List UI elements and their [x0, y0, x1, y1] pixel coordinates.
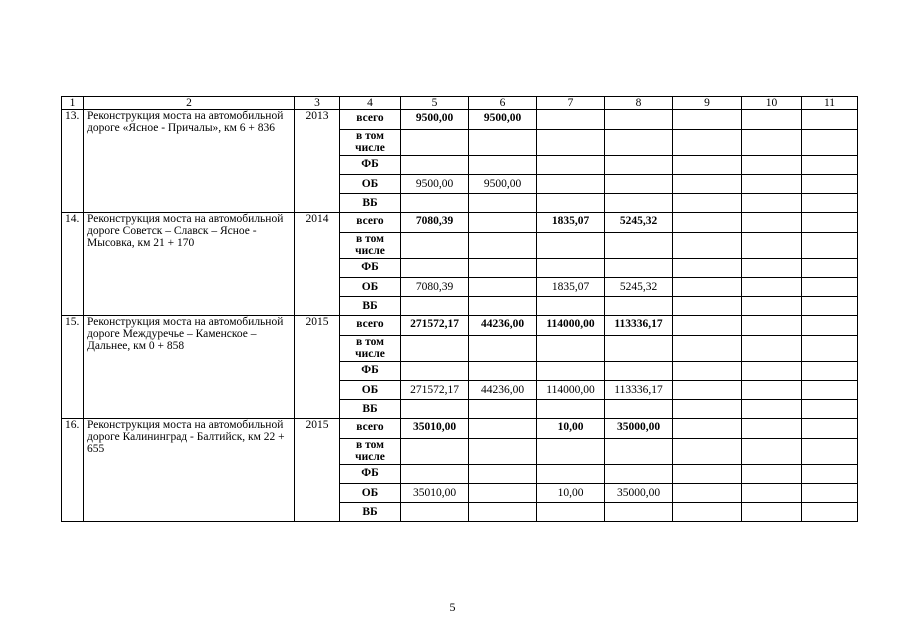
empty-cell-col10 [742, 233, 802, 259]
empty-cell-col9 [673, 213, 742, 233]
value-cell-col8 [605, 233, 673, 259]
value-cell-col7 [537, 130, 605, 156]
budget-table [61, 96, 858, 522]
row-number: 15. [62, 316, 84, 419]
value-cell-col8 [605, 439, 673, 465]
empty-cell-col9 [673, 194, 742, 213]
column-header: 4 [340, 97, 401, 110]
funding-source-label: всего [340, 419, 401, 439]
column-header: 9 [673, 97, 742, 110]
value-cell-col8 [605, 362, 673, 381]
empty-cell-col10 [742, 316, 802, 336]
column-header: 6 [469, 97, 537, 110]
object-name: Реконструкция моста на автомобильной дороге Советск – Славск – Ясное - Мысовка, км 21 + 170 [84, 213, 295, 316]
empty-cell-col9 [673, 419, 742, 439]
value-cell-col7 [537, 259, 605, 278]
value-cell-col7 [537, 439, 605, 465]
empty-cell-col9 [673, 465, 742, 484]
value-cell-col8 [605, 336, 673, 362]
empty-cell-col10 [742, 484, 802, 503]
funding-source-label: ОБ [340, 175, 401, 194]
empty-cell-col11 [802, 503, 858, 522]
value-cell-col8 [605, 259, 673, 278]
funding-source-label: ВБ [340, 194, 401, 213]
empty-cell-col11 [802, 439, 858, 465]
empty-cell-col11 [802, 278, 858, 297]
value-cell-col5: 9500,00 [401, 110, 469, 130]
value-cell-col5 [401, 439, 469, 465]
table-row-total-line [62, 419, 858, 439]
value-cell-col6 [469, 419, 537, 439]
empty-cell-col9 [673, 278, 742, 297]
value-cell-col6 [469, 484, 537, 503]
empty-cell-col10 [742, 130, 802, 156]
object-year: 2014 [295, 213, 340, 316]
empty-cell-col9 [673, 110, 742, 130]
value-cell-col7: 1835,07 [537, 213, 605, 233]
empty-cell-col11 [802, 484, 858, 503]
object-year: 2015 [295, 419, 340, 522]
row-number: 13. [62, 110, 84, 213]
funding-source-label: ВБ [340, 297, 401, 316]
value-cell-col6 [469, 297, 537, 316]
table-row-total-line [62, 316, 858, 336]
value-cell-col8 [605, 110, 673, 130]
empty-cell-col10 [742, 400, 802, 419]
value-cell-col6: 44236,00 [469, 316, 537, 336]
empty-cell-col11 [802, 297, 858, 316]
empty-cell-col11 [802, 381, 858, 400]
value-cell-col6 [469, 336, 537, 362]
funding-source-label: в том числе [340, 130, 401, 156]
value-cell-col7 [537, 175, 605, 194]
value-cell-col5: 35010,00 [401, 484, 469, 503]
empty-cell-col11 [802, 419, 858, 439]
empty-cell-col10 [742, 439, 802, 465]
value-cell-col5 [401, 400, 469, 419]
value-cell-col5 [401, 259, 469, 278]
value-cell-col5: 271572,17 [401, 316, 469, 336]
column-header: 8 [605, 97, 673, 110]
funding-source-label: ОБ [340, 484, 401, 503]
empty-cell-col9 [673, 316, 742, 336]
page-number: 5 [449, 600, 456, 614]
value-cell-col8: 5245,32 [605, 278, 673, 297]
funding-source-label: в том числе [340, 439, 401, 465]
funding-source-label: всего [340, 316, 401, 336]
value-cell-col7 [537, 194, 605, 213]
value-cell-col5: 7080,39 [401, 278, 469, 297]
value-cell-col8: 35000,00 [605, 484, 673, 503]
empty-cell-col10 [742, 297, 802, 316]
empty-cell-col10 [742, 156, 802, 175]
funding-source-label: ОБ [340, 381, 401, 400]
value-cell-col6 [469, 259, 537, 278]
value-cell-col6 [469, 194, 537, 213]
value-cell-col6 [469, 400, 537, 419]
value-cell-col7: 114000,00 [537, 381, 605, 400]
empty-cell-col10 [742, 381, 802, 400]
funding-source-label: ФБ [340, 362, 401, 381]
value-cell-col7: 114000,00 [537, 316, 605, 336]
empty-cell-col9 [673, 362, 742, 381]
column-header: 1 [62, 97, 84, 110]
empty-cell-col10 [742, 194, 802, 213]
empty-cell-col10 [742, 110, 802, 130]
funding-source-label: ВБ [340, 400, 401, 419]
value-cell-col8 [605, 465, 673, 484]
value-cell-col7: 10,00 [537, 484, 605, 503]
empty-cell-col11 [802, 156, 858, 175]
empty-cell-col11 [802, 362, 858, 381]
value-cell-col8 [605, 297, 673, 316]
funding-source-label: всего [340, 213, 401, 233]
empty-cell-col11 [802, 336, 858, 362]
empty-cell-col11 [802, 194, 858, 213]
value-cell-col8: 35000,00 [605, 419, 673, 439]
value-cell-col7 [537, 400, 605, 419]
value-cell-col6 [469, 156, 537, 175]
header-row [62, 97, 858, 110]
value-cell-col6 [469, 362, 537, 381]
empty-cell-col9 [673, 336, 742, 362]
empty-cell-col10 [742, 465, 802, 484]
value-cell-col5 [401, 465, 469, 484]
empty-cell-col10 [742, 362, 802, 381]
funding-source-label: ВБ [340, 503, 401, 522]
object-year: 2013 [295, 110, 340, 213]
value-cell-col8 [605, 503, 673, 522]
empty-cell-col9 [673, 400, 742, 419]
value-cell-col8: 113336,17 [605, 381, 673, 400]
object-name: Реконструкция моста на автомобильной дороге Калининград - Балтийск, км 22 + 655 [84, 419, 295, 522]
object-name: Реконструкция моста на автомобильной дороге Междуречье – Каменское – Дальнее, км 0 + 858 [84, 316, 295, 419]
empty-cell-col11 [802, 233, 858, 259]
value-cell-col7: 10,00 [537, 419, 605, 439]
empty-cell-col9 [673, 439, 742, 465]
funding-source-label: ФБ [340, 259, 401, 278]
value-cell-col8 [605, 175, 673, 194]
column-header: 5 [401, 97, 469, 110]
value-cell-col7 [537, 336, 605, 362]
column-header: 10 [742, 97, 802, 110]
value-cell-col7 [537, 156, 605, 175]
empty-cell-col9 [673, 259, 742, 278]
value-cell-col5 [401, 156, 469, 175]
value-cell-col5: 35010,00 [401, 419, 469, 439]
empty-cell-col9 [673, 130, 742, 156]
value-cell-col8 [605, 130, 673, 156]
empty-cell-col11 [802, 213, 858, 233]
value-cell-col7 [537, 503, 605, 522]
empty-cell-col11 [802, 110, 858, 130]
column-header: 11 [802, 97, 858, 110]
empty-cell-col10 [742, 175, 802, 194]
column-header: 3 [295, 97, 340, 110]
value-cell-col6 [469, 503, 537, 522]
empty-cell-col9 [673, 233, 742, 259]
value-cell-col5 [401, 297, 469, 316]
value-cell-col8: 113336,17 [605, 316, 673, 336]
value-cell-col7 [537, 110, 605, 130]
value-cell-col6 [469, 213, 537, 233]
value-cell-col8: 5245,32 [605, 213, 673, 233]
value-cell-col8 [605, 194, 673, 213]
value-cell-col6: 9500,00 [469, 175, 537, 194]
object-year: 2015 [295, 316, 340, 419]
row-number: 16. [62, 419, 84, 522]
empty-cell-col9 [673, 297, 742, 316]
funding-source-label: в том числе [340, 336, 401, 362]
value-cell-col8 [605, 400, 673, 419]
value-cell-col6 [469, 233, 537, 259]
value-cell-col5: 271572,17 [401, 381, 469, 400]
value-cell-col6 [469, 465, 537, 484]
value-cell-col5 [401, 503, 469, 522]
empty-cell-col10 [742, 213, 802, 233]
value-cell-col6 [469, 278, 537, 297]
value-cell-col7 [537, 233, 605, 259]
value-cell-col5 [401, 362, 469, 381]
value-cell-col5: 7080,39 [401, 213, 469, 233]
table-row-total-line [62, 110, 858, 130]
empty-cell-col10 [742, 419, 802, 439]
value-cell-col7 [537, 362, 605, 381]
empty-cell-col10 [742, 336, 802, 362]
funding-source-label: ФБ [340, 465, 401, 484]
value-cell-col6: 9500,00 [469, 110, 537, 130]
value-cell-col5 [401, 336, 469, 362]
empty-cell-col10 [742, 503, 802, 522]
empty-cell-col11 [802, 130, 858, 156]
empty-cell-col9 [673, 156, 742, 175]
value-cell-col8 [605, 156, 673, 175]
empty-cell-col10 [742, 278, 802, 297]
table-row-total-line [62, 213, 858, 233]
funding-source-label: ФБ [340, 156, 401, 175]
column-header: 2 [84, 97, 295, 110]
value-cell-col6: 44236,00 [469, 381, 537, 400]
empty-cell-col11 [802, 465, 858, 484]
funding-source-label: ОБ [340, 278, 401, 297]
row-number: 14. [62, 213, 84, 316]
value-cell-col6 [469, 439, 537, 465]
value-cell-col5 [401, 130, 469, 156]
column-header: 7 [537, 97, 605, 110]
empty-cell-col11 [802, 400, 858, 419]
empty-cell-col11 [802, 259, 858, 278]
object-name: Реконструкция моста на автомобильной дороге «Ясное - Причалы», км 6 + 836 [84, 110, 295, 213]
empty-cell-col9 [673, 484, 742, 503]
empty-cell-col11 [802, 175, 858, 194]
funding-source-label: всего [340, 110, 401, 130]
value-cell-col5 [401, 194, 469, 213]
empty-cell-col9 [673, 381, 742, 400]
value-cell-col5: 9500,00 [401, 175, 469, 194]
empty-cell-col10 [742, 259, 802, 278]
empty-cell-col9 [673, 175, 742, 194]
value-cell-col7 [537, 465, 605, 484]
value-cell-col7 [537, 297, 605, 316]
value-cell-col6 [469, 130, 537, 156]
empty-cell-col11 [802, 316, 858, 336]
funding-source-label: в том числе [340, 233, 401, 259]
value-cell-col5 [401, 233, 469, 259]
empty-cell-col9 [673, 503, 742, 522]
value-cell-col7: 1835,07 [537, 278, 605, 297]
